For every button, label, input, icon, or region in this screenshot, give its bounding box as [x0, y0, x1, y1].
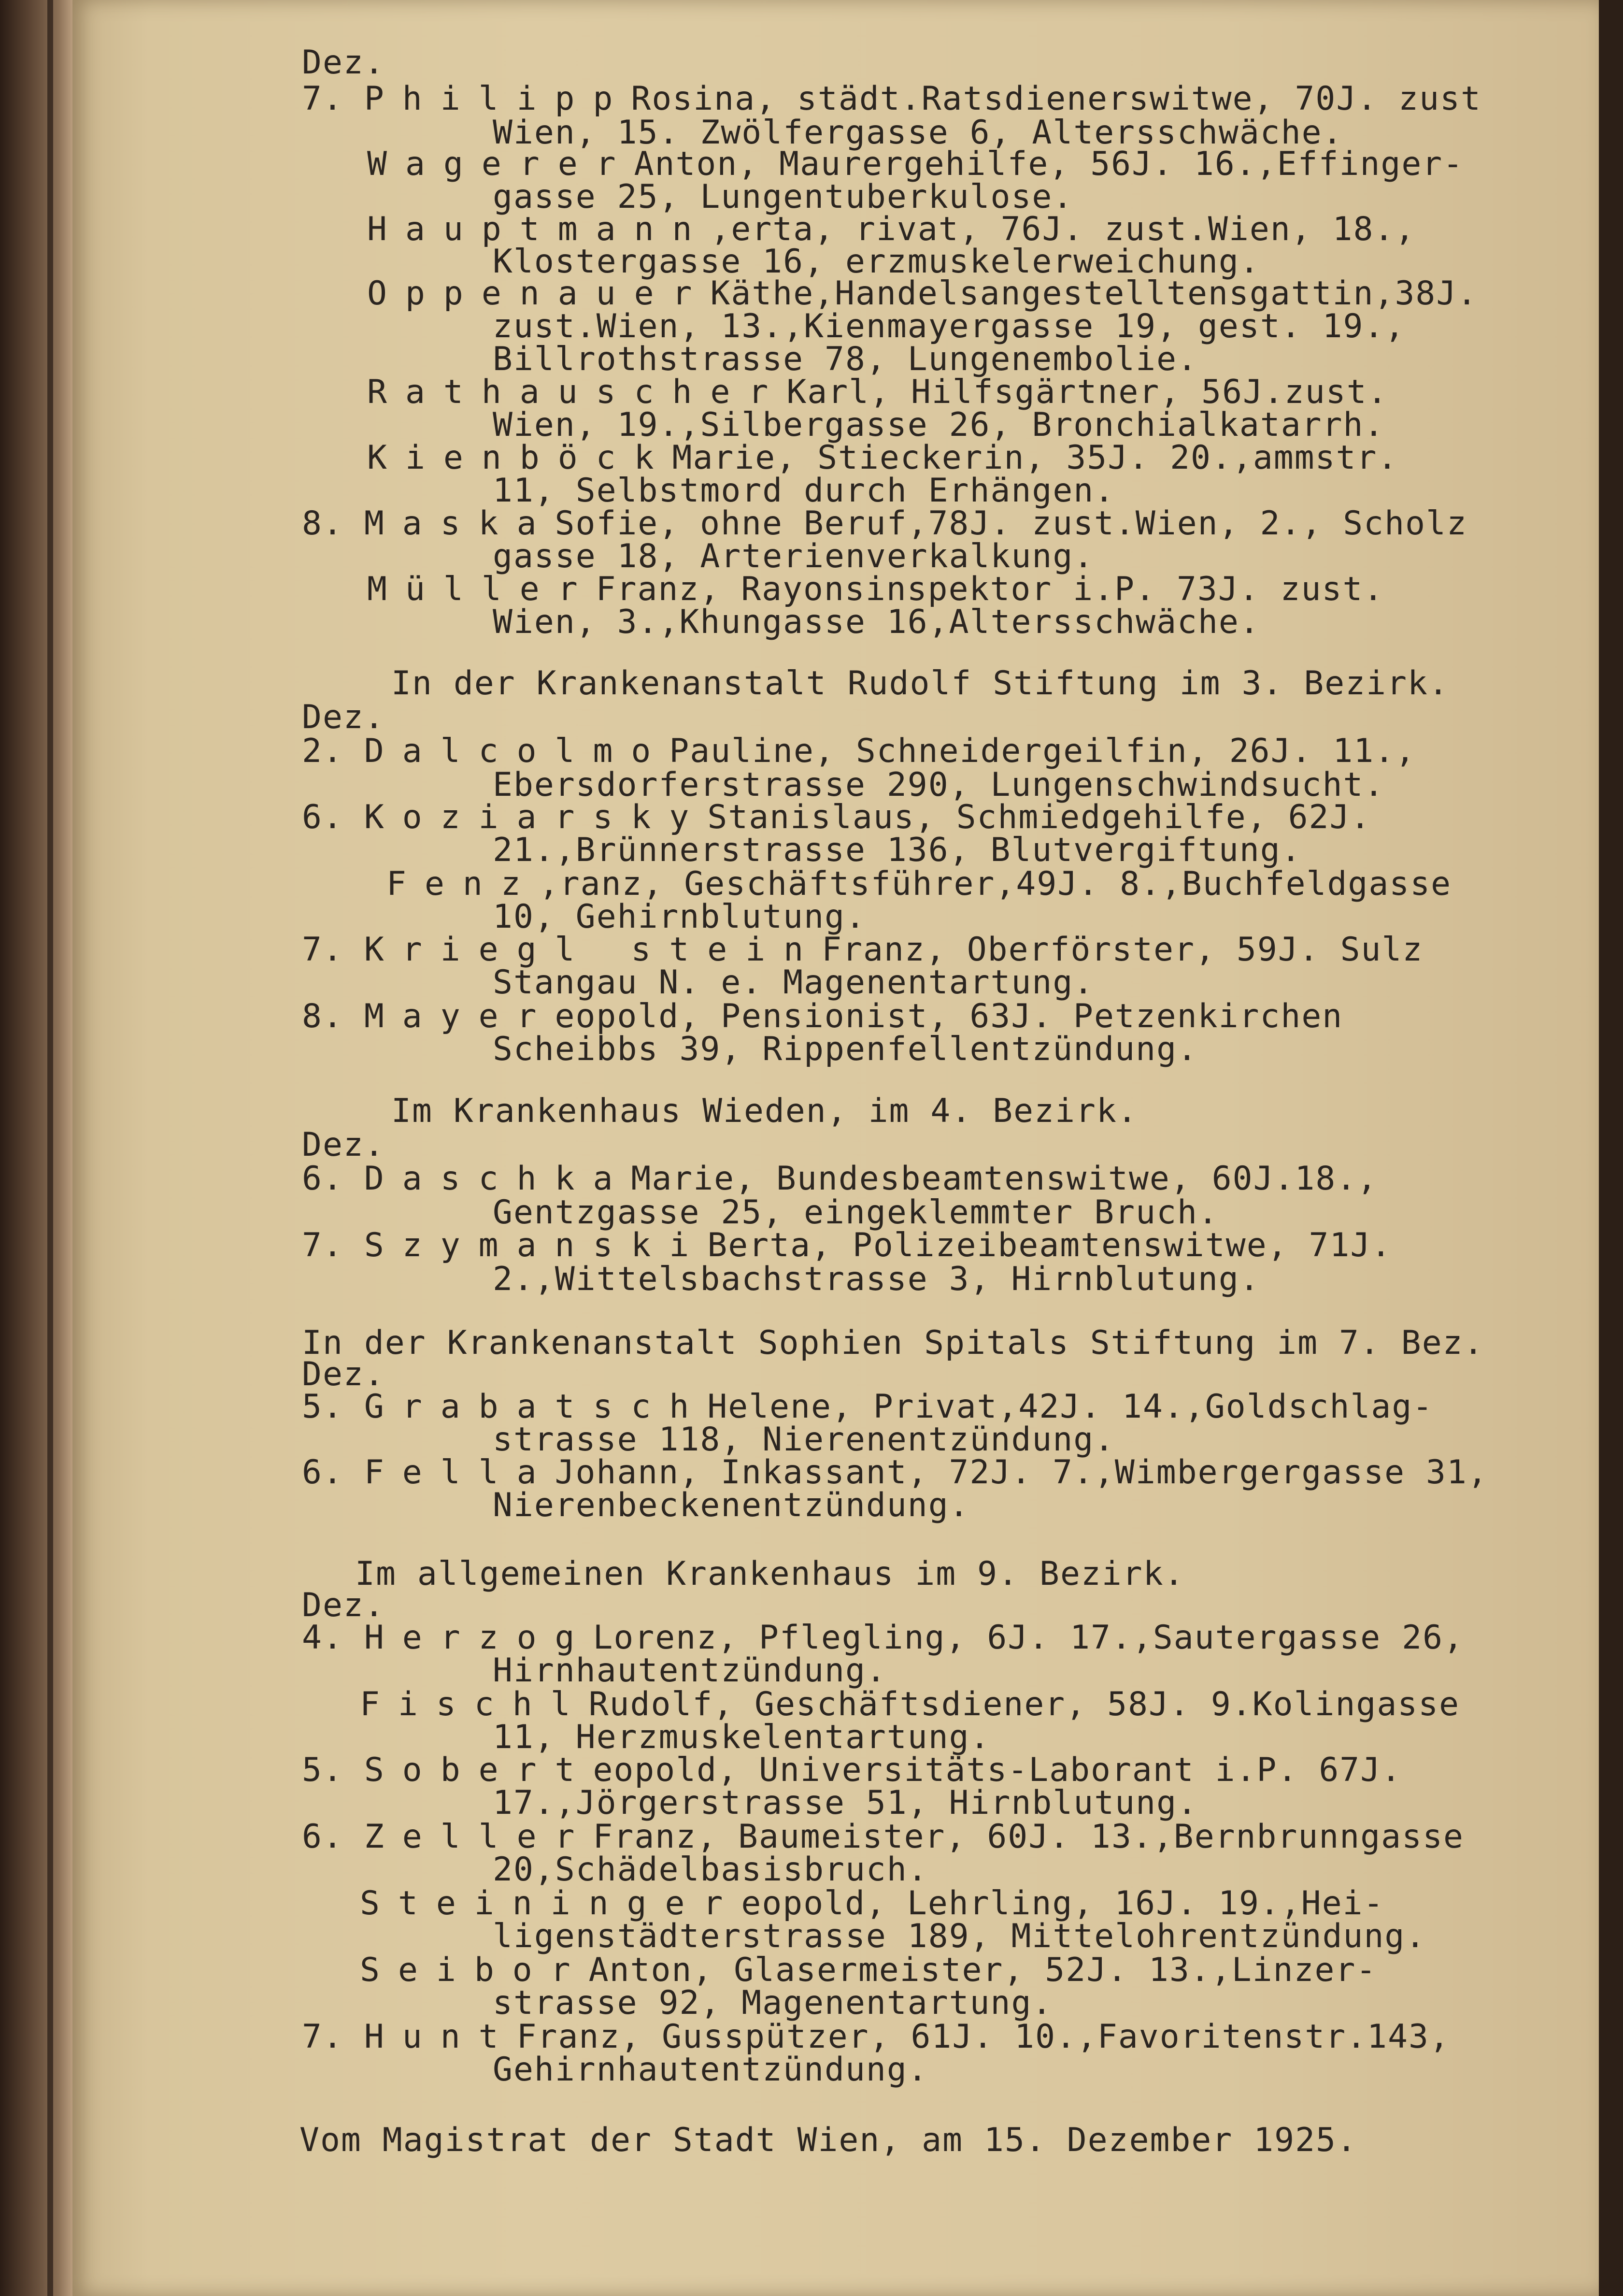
entry-details: Franz, Oberförster, 59J. Sulz [822, 931, 1424, 969]
entry-details: eopold, Pensionist, 63J. Petzenkirchen [555, 997, 1343, 1035]
entry-continuation: 11, Herzmuskelentartung. [493, 1718, 991, 1756]
surname: Fenz [386, 865, 539, 903]
entry-details: Anton, Maurergehilfe, 56J. 16.,Effinger- [634, 145, 1464, 183]
month-label: Dez. [302, 1126, 385, 1164]
entry-details: Karl, Hilfsgärtner, 56J.zust. [786, 373, 1388, 411]
surname: Wagerer [367, 145, 634, 183]
entry-continuation: Nierenbeckenentzündung. [493, 1486, 970, 1524]
surname: Szymanski [364, 1226, 708, 1264]
entry-continuation: Hirnhautentzündung. [493, 1651, 887, 1690]
entry-day: 6. [302, 1818, 343, 1856]
entry-continuation: strasse 92, Magenentartung. [493, 1984, 1053, 2022]
surname: Hauptmann [367, 210, 711, 248]
entry-continuation: 20,Schädelbasisbruch. [493, 1851, 928, 1889]
surname: Fella [364, 1453, 555, 1492]
death-entry [302, 732, 1416, 771]
binding-edge [47, 0, 53, 2296]
entry-details: Rosina, städt.Ratsdienerswitwe, 70J. zust [631, 80, 1481, 118]
closing-signature-line: Vom Magistrat der Stadt Wien, am 15. Dezember 1925. [299, 2121, 1357, 2159]
entry-details: Sofie, ohne Beruf,78J. zust.Wien, 2., Scholz [555, 504, 1467, 543]
entry-day: 6. [302, 1453, 343, 1492]
entry-continuation: 2.,Wittelsbachstrasse 3, Hirnblutung. [493, 1260, 1260, 1298]
entry-details: Lorenz, Pflegling, 6J. 17.,Sautergasse 26, [593, 1619, 1464, 1657]
surname: Fischl [360, 1685, 589, 1723]
entry-continuation: Stangau N. e. Magenentartung. [493, 963, 1095, 1002]
surname: Daschka [364, 1160, 631, 1198]
month-label: Dez. [302, 43, 385, 82]
surname: Müller [367, 570, 596, 608]
entry-continuation: Gentzgasse 25, eingeklemmter Bruch. [493, 1193, 1219, 1232]
entry-details: Marie, Stieckerin, 35J. 20.,ammstr. [672, 439, 1398, 477]
entry-continuation: gasse 25, Lungentuberkulose. [493, 178, 1074, 216]
surname: Sobert [364, 1751, 593, 1789]
entry-details: Berta, Polizeibeamtenswitwe, 71J. [707, 1226, 1392, 1264]
surname: Zeller [364, 1818, 593, 1856]
entry-details: Marie, Bundesbeamtenswitwe, 60J.18., [631, 1160, 1378, 1198]
section-heading: Im Krankenhaus Wieden, im 4. Bezirk. [391, 1092, 1138, 1130]
death-entry [302, 80, 1481, 118]
surname: Kriegl stein [364, 931, 822, 969]
surname: Steininger [360, 1884, 741, 1923]
entry-continuation: gasse 18, Arterienverkalkung. [493, 537, 1095, 575]
entry-continuation: Ebersdorferstrasse 290, Lungenschwindsucht. [493, 766, 1385, 804]
entry-continuation: Billrothstrasse 78, Lungenembolie. [493, 340, 1198, 378]
entry-day: 6. [302, 798, 343, 836]
entry-day: 7. [302, 1226, 343, 1264]
surname: Kienböck [367, 439, 672, 477]
entry-details: Pauline, Schneidergeilfin, 26J. 11., [669, 732, 1416, 770]
surname: Rathauscher [367, 373, 787, 411]
surname: Seibor [360, 1951, 589, 1989]
entry-day: 7. [302, 2018, 343, 2056]
entry-continuation: Wien, 19.,Silbergasse 26, Bronchialkatarrh. [493, 406, 1385, 444]
entry-details: Franz, Gusspützer, 61J. 10.,Favoritenstr.143, [516, 2018, 1450, 2056]
entry-day: 7. [302, 931, 343, 969]
entry-continuation: Gehirnhautentzündung. [493, 2051, 928, 2089]
death-entry [302, 1160, 1378, 1198]
month-label: Dez. [302, 698, 385, 736]
entry-day: 2. [302, 732, 343, 770]
entry-day: 7. [302, 80, 343, 118]
surname: Koziarsky [364, 798, 708, 836]
surname: Maska [364, 504, 555, 543]
entry-details: ,ranz, Geschäftsführer,49J. 8.,Buchfeldgasse [539, 865, 1452, 903]
entry-continuation: Scheibbs 39, Rippenfellentzündung. [493, 1030, 1198, 1068]
section-heading: In der Krankenanstalt Rudolf Stiftung im 3. Bezirk. [391, 664, 1449, 703]
entry-continuation: 17.,Jörgerstrasse 51, Hirnblutung. [493, 1784, 1198, 1822]
entry-details: Johann, Inkassant, 72J. 7.,Wimbergergasse 31, [555, 1453, 1488, 1492]
entry-details: Helene, Privat,42J. 14.,Goldschlag- [707, 1388, 1434, 1426]
surname: Oppenauer [367, 274, 711, 313]
entry-day: 5. [302, 1388, 343, 1426]
page-edge-shadow [1599, 0, 1623, 2296]
entry-continuation: strasse 118, Nierenentzündung. [493, 1421, 1115, 1459]
entry-continuation: Wien, 15. Zwölfergasse 6, Altersschwäche. [493, 114, 1343, 152]
surname: Herzog [364, 1619, 593, 1657]
entry-continuation: ligenstädterstrasse 189, Mittelohrentzündung. [493, 1917, 1426, 1955]
entry-details: Stanislaus, Schmiedgehilfe, 62J. [707, 798, 1371, 836]
surname: Hunt [364, 2018, 517, 2056]
entry-details: Rudolf, Geschäftsdiener, 58J. 9.Kolingasse [588, 1685, 1460, 1723]
entry-continuation: 11, Selbstmord durch Erhängen. [493, 472, 1115, 510]
entry-continuation: zust.Wien, 13.,Kienmayergasse 19, gest. 19., [493, 307, 1406, 345]
entry-details: Käthe,Handelsangestelltensgattin,38J. [710, 274, 1478, 313]
entry-details: Franz, Baumeister, 60J. 13.,Bernbrunngasse [593, 1818, 1464, 1856]
entry-day: 8. [302, 504, 343, 543]
entry-continuation: Klostergasse 16, erzmuskelerweichung. [493, 243, 1260, 281]
entry-day: 6. [302, 1160, 343, 1198]
surname: Grabatsch [364, 1388, 708, 1426]
entry-day: 5. [302, 1751, 343, 1789]
entry-day: 4. [302, 1619, 343, 1657]
entry-details: eopold, Lehrling, 16J. 19.,Hei- [741, 1884, 1384, 1923]
section-heading: In der Krankenanstalt Sophien Spitals Stiftung im 7. Bez. [302, 1324, 1484, 1362]
month-label: Dez. [302, 1586, 385, 1624]
month-label: Dez. [302, 1355, 385, 1393]
entry-day: 8. [302, 997, 343, 1035]
entry-continuation: 10, Gehirnblutung. [493, 898, 866, 936]
death-entry [302, 1226, 1392, 1265]
section-heading: Im allgemeinen Krankenhaus im 9. Bezirk. [355, 1555, 1185, 1593]
surname: Philipp [364, 80, 631, 118]
entry-details: ,erta, rivat, 76J. zust.Wien, 18., [710, 210, 1416, 248]
surname: Mayer [364, 997, 555, 1035]
entry-details: eopold, Universitäts-Laborant i.P. 67J. [593, 1751, 1402, 1789]
entry-details: Anton, Glasermeister, 52J. 13.,Linzer- [588, 1951, 1377, 1989]
entry-details: Franz, Rayonsinspektor i.P. 73J. zust. [596, 570, 1384, 608]
entry-continuation: Wien, 3.,Khungasse 16,Altersschwäche. [493, 603, 1260, 641]
book-binding [0, 0, 72, 2296]
surname: Dalcolmo [364, 732, 669, 770]
entry-continuation: 21.,Brünnerstrasse 136, Blutvergiftung. [493, 831, 1302, 869]
